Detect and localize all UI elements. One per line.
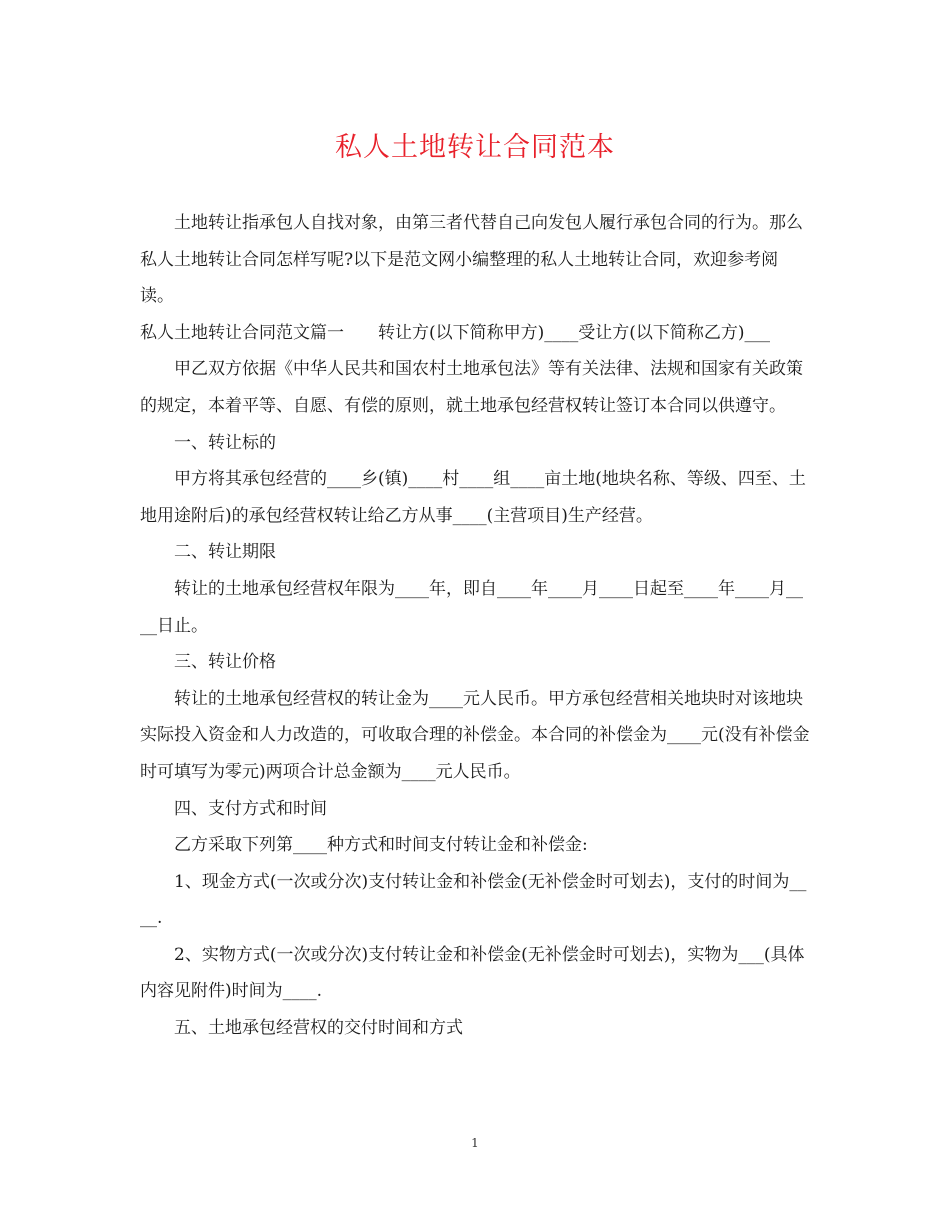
section-heading-subject: 一、转让标的 — [174, 432, 276, 453]
section-heading-price: 三、转让价格 — [174, 652, 276, 673]
payment-option-cash: 1、现金方式(一次或分次)支付转让金和补偿金(无补偿金时可划去)，支付的时间为____. — [140, 871, 807, 929]
price-paragraph: 转让的土地承包经营权的转让金为____元人民币。甲方承包经营相关地块时对该地块实际投入资金和人力改造的，可收取合理的补偿金。本合同的补偿金为____元(没有补偿金时可填写为零元)两项合计总金额为____元人民币。 — [140, 688, 810, 782]
subject-paragraph: 甲方将其承包经营的____乡(镇)____村____组____亩土地(地块名称、等级、四至、土地用途附后)的承包经营权转让给乙方从事____(主营项目)生产经营。 — [140, 469, 806, 526]
agreement-basis-paragraph: 甲乙双方依据《中华人民共和国农村土地承包法》等有关法律、法规和国家有关政策的规定，本着平等、自愿、有偿的原则，就土地承包经营权转让签订本合同以供遵守。 — [140, 359, 803, 416]
payment-option-in-kind: 2、实物方式(一次或分次)支付转让金和补偿金(无补偿金时可划去)，实物为___(具体内容见附件)时间为____. — [140, 944, 805, 1002]
section-heading-payment: 四、支付方式和时间 — [174, 798, 327, 819]
document-body — [140, 205, 810, 1047]
section-heading-delivery: 五、土地承包经营权的交付时间和方式 — [174, 1018, 463, 1039]
payment-choice-paragraph: 乙方采取下列第____种方式和时间支付转让金和补偿金: — [174, 835, 588, 856]
intro-paragraph: 土地转让指承包人自找对象，由第三者代替自己向发包人履行承包合同的行为。那么私人土地转让合同怎样写呢?以下是范文网小编整理的私人土地转让合同，欢迎参考阅读。 — [140, 213, 803, 307]
sample-heading-parties: 私人土地转让合同范文篇一 转让方(以下简称甲方)____受让方(以下简称乙方)___ — [140, 322, 771, 343]
term-paragraph: 转让的土地承包经营权年限为____年，即自____年____月____日起至____年____月____日止。 — [140, 578, 803, 636]
document-title: 私人土地转让合同范本 — [335, 132, 615, 163]
page-number: 1 — [471, 1136, 479, 1150]
section-heading-term: 二、转让期限 — [174, 542, 276, 563]
